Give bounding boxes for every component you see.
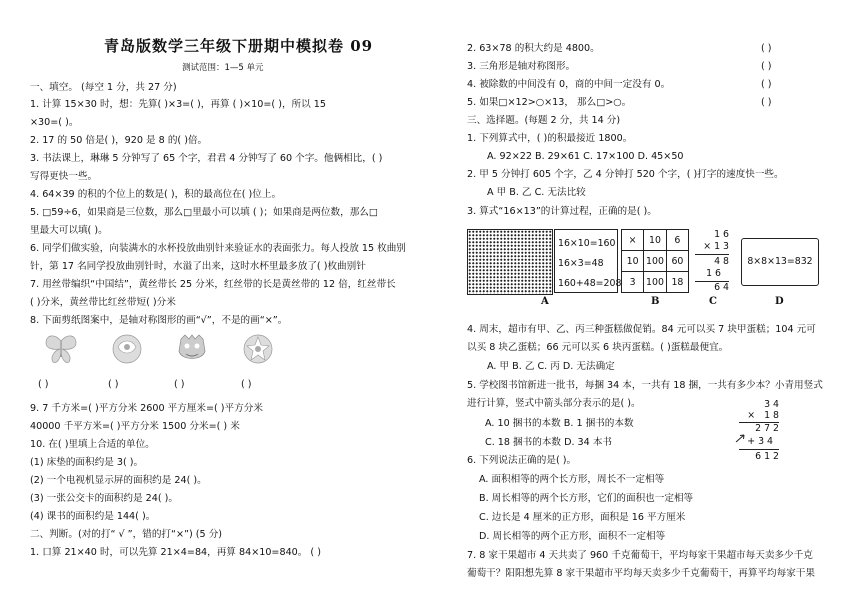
page-subtitle: 测试范围：1—5 单元 (182, 63, 264, 73)
paper-cut-images (30, 333, 390, 373)
options-line: C. 边长是 4 厘米的正方形，面积是 16 平方厘米 (479, 512, 686, 523)
question-line: 6. 同学们做实验，向装满水的水杯投放曲别针来验证水的表面张力。每人投放 15 枚曲别 (30, 243, 406, 254)
question-line: 2. 17 的 50 倍是( )，920 是 8 的( )倍。 (30, 135, 208, 146)
round-papercut-image (110, 333, 144, 365)
question-line: (3) 一张公交卡的面积约是 24( )。 (30, 493, 178, 504)
question-line: 3. 书法课上，琳琳 5 分钟写了 65 个字，君君 4 分钟写了 60 个字。他俩相比，( ) (30, 153, 383, 164)
section-1-heading: 一、填空。 (每空 1 分，共 27 分) (30, 82, 177, 93)
judge-paren: ( ) (761, 43, 772, 54)
option-label: D (775, 296, 784, 307)
butterfly-papercut-image (44, 333, 78, 365)
option-a-calc-box (554, 229, 622, 293)
calc-line: 160+48=208 (558, 278, 622, 289)
calc-line: + 3 4 (747, 436, 773, 447)
option-c-vertical-calc (695, 229, 729, 293)
question-line: 40000 千平方米=( )平方分米 1500 分米=( ) 米 (30, 421, 240, 432)
question-line: 7. 用丝带编织“中国结”，黄丝带长 25 分米，红丝带的长是黄丝带的 12 倍，红丝带长 (30, 279, 396, 290)
calc-line: 1 6 (706, 268, 721, 279)
page-title: 青岛版数学三年级下册期中模拟卷 09 (104, 37, 374, 55)
judge-item: 3. 三角形是轴对称图形。 (467, 61, 576, 72)
judge-item: 5. 如果□×12>○×13， 那么□>○。 (467, 97, 632, 108)
dot-array-figure (467, 229, 553, 295)
calc-line: × 1 8 (747, 410, 779, 421)
grid-cell: 10 (622, 251, 644, 272)
question-line: (4) 课书的面积约是 144( )。 (30, 511, 156, 522)
options-line: A. 10 捆书的本数 B. 1 捆书的本数 (485, 418, 634, 429)
grid-cell: 100 (644, 272, 667, 293)
question-line: 6. 下列说法正确的是( )。 (467, 455, 577, 466)
options-line: A. 甲 B. 乙 C. 丙 D. 无法确定 (487, 361, 615, 372)
grid-cell: 10 (644, 230, 667, 251)
arrow-icon (735, 432, 747, 444)
option-d-calc-box: 8×8×13=832 (741, 238, 819, 286)
section-3-heading: 三、选择题。(每题 2 分，共 14 分) (467, 115, 621, 126)
calc-line: 3 4 (764, 399, 779, 410)
grid-cell: 6 (666, 230, 688, 251)
flower-papercut-image (241, 333, 275, 365)
question-line: 1. 计算 15×30 时，想：先算( )×3=( )，再算 ( )×10=( )，所以 15 (30, 99, 326, 110)
options-line: A. 92×22 B. 29×61 C. 17×100 D. 45×50 (487, 151, 684, 162)
question-line: ×30=( )。 (30, 117, 79, 128)
picture-answer-paren: ( ) (38, 379, 49, 390)
calc-line: 16×3=48 (558, 258, 604, 269)
judge-item: 2. 63×78 的积大约是 4800。 (467, 43, 600, 54)
question-line: 1. 下列算式中，( )的积最接近 1800。 (467, 133, 633, 144)
question-line: 10. 在( )里填上合适的单位。 (30, 439, 155, 450)
question-line: 7. 8 家干果超市 4 天共卖了 960 千克葡萄干，平均每家干果超市每天卖多少千克 (467, 550, 813, 561)
grid-cell: 100 (644, 251, 667, 272)
options-line: C. 18 捆书的本数 D. 34 本书 (485, 437, 613, 448)
calc-line: 16×10=160 (558, 238, 616, 249)
calc-line: 1 6 (714, 229, 729, 240)
judge-paren: ( ) (761, 97, 772, 108)
options-line: A 甲 B. 乙 C. 无法比较 (487, 187, 586, 198)
picture-answer-paren: ( ) (241, 379, 252, 390)
option-label: A (541, 296, 549, 307)
grid-cell: × (622, 230, 644, 251)
question-line: 8. 下面剪纸图案中，是轴对称图形的画“√”，不是的画“×”。 (30, 315, 288, 326)
vertical-multiplication (739, 399, 779, 465)
judge-paren: ( ) (761, 79, 772, 90)
question-line: 2. 甲 5 分钟打 605 个字，乙 4 分钟打 520 个字，( )打字的速度快一些。 (467, 169, 784, 180)
judge-item: 4. 被除数的中间没有 0，商的中间一定没有 0。 (467, 79, 671, 90)
picture-answer-paren: ( ) (108, 379, 119, 390)
question-line: 4. 周末，超市有甲、乙、丙三种蛋糕做促销。84 元可以买 7 块甲蛋糕；104 元可 (467, 324, 816, 335)
question-line: 4. 64×39 的积的个位上的数是( )，积的最高位在( )位上。 (30, 189, 282, 200)
calc-line: 4 8 (714, 256, 729, 267)
face-papercut-image (175, 333, 209, 365)
question-line: 葡萄干？阳阳想先算 8 家干果超市平均每天卖多少千克葡萄干，再算平均每家干果 (467, 568, 815, 579)
question-line: (2) 一个电视机显示屏的面积约是 24( )。 (30, 475, 207, 486)
options-line: A. 面积相等的两个长方形，周长不一定相等 (479, 474, 665, 485)
question-line: 5. 学校图书馆新进一批书，每捆 34 本，一共有 18 捆，一共有多少本？小青用竖式 (467, 380, 823, 391)
judge-paren: ( ) (761, 61, 772, 72)
option-b-grid (621, 229, 689, 293)
options-line: D. 周长相等的两个正方形，面积不一定相等 (479, 531, 666, 542)
option-label: B (651, 296, 660, 307)
option-label: C (709, 296, 717, 307)
calc-line: 2 7 2 (755, 423, 779, 434)
grid-cell: 18 (666, 272, 688, 293)
question-line: 进行计算，竖式中箭头部分表示的是( )。 (467, 398, 641, 409)
rule-line (695, 254, 729, 255)
question-line: 以买 8 块乙蛋糕；66 元可以买 6 块丙蛋糕。( )蛋糕最便宜。 (467, 342, 729, 353)
calc-line: 6 1 2 (755, 451, 779, 462)
options-line: B. 周长相等的两个长方形，它们的面积也一定相等 (479, 493, 694, 504)
picture-answer-paren: ( ) (174, 379, 185, 390)
calc-line: 6 4 (714, 282, 729, 293)
grid-cell: 3 (622, 272, 644, 293)
question-line: 里最大可以填( )。 (30, 225, 108, 236)
question-line: 1. 口算 21×40 时，可以先算 21×4=84，再算 84×10=840。 ( ) (30, 547, 321, 558)
question-line: ( )分米，黄丝带比红丝带短( )分米 (30, 297, 176, 308)
question-line: (1) 床垫的面积约是 3( )。 (30, 457, 144, 468)
calc-line: × 1 3 (703, 241, 729, 252)
question-line: 9. 7 千方米=( )平方分米 2600 平方厘米=( )平方分米 (30, 403, 263, 414)
question-line: 针，第 17 名同学投放曲别针时，水溢了出来，这时水杯里最多放了( )枚曲别针 (30, 261, 366, 272)
question-line: 写得更快一些。 (30, 171, 98, 182)
question-line: 3. 算式“16×13”的计算过程，正确的是( )。 (467, 206, 657, 217)
rule-line (739, 449, 779, 450)
grid-cell: 60 (666, 251, 688, 272)
question-line: 5. □59÷6，如果商是三位数，那么□里最小可以填 ( )；如果商是两位数，那么□ (30, 207, 378, 218)
section-2-heading: 二、判断。(对的打“ √ ”，错的打“×”) (5 分) (30, 529, 223, 540)
